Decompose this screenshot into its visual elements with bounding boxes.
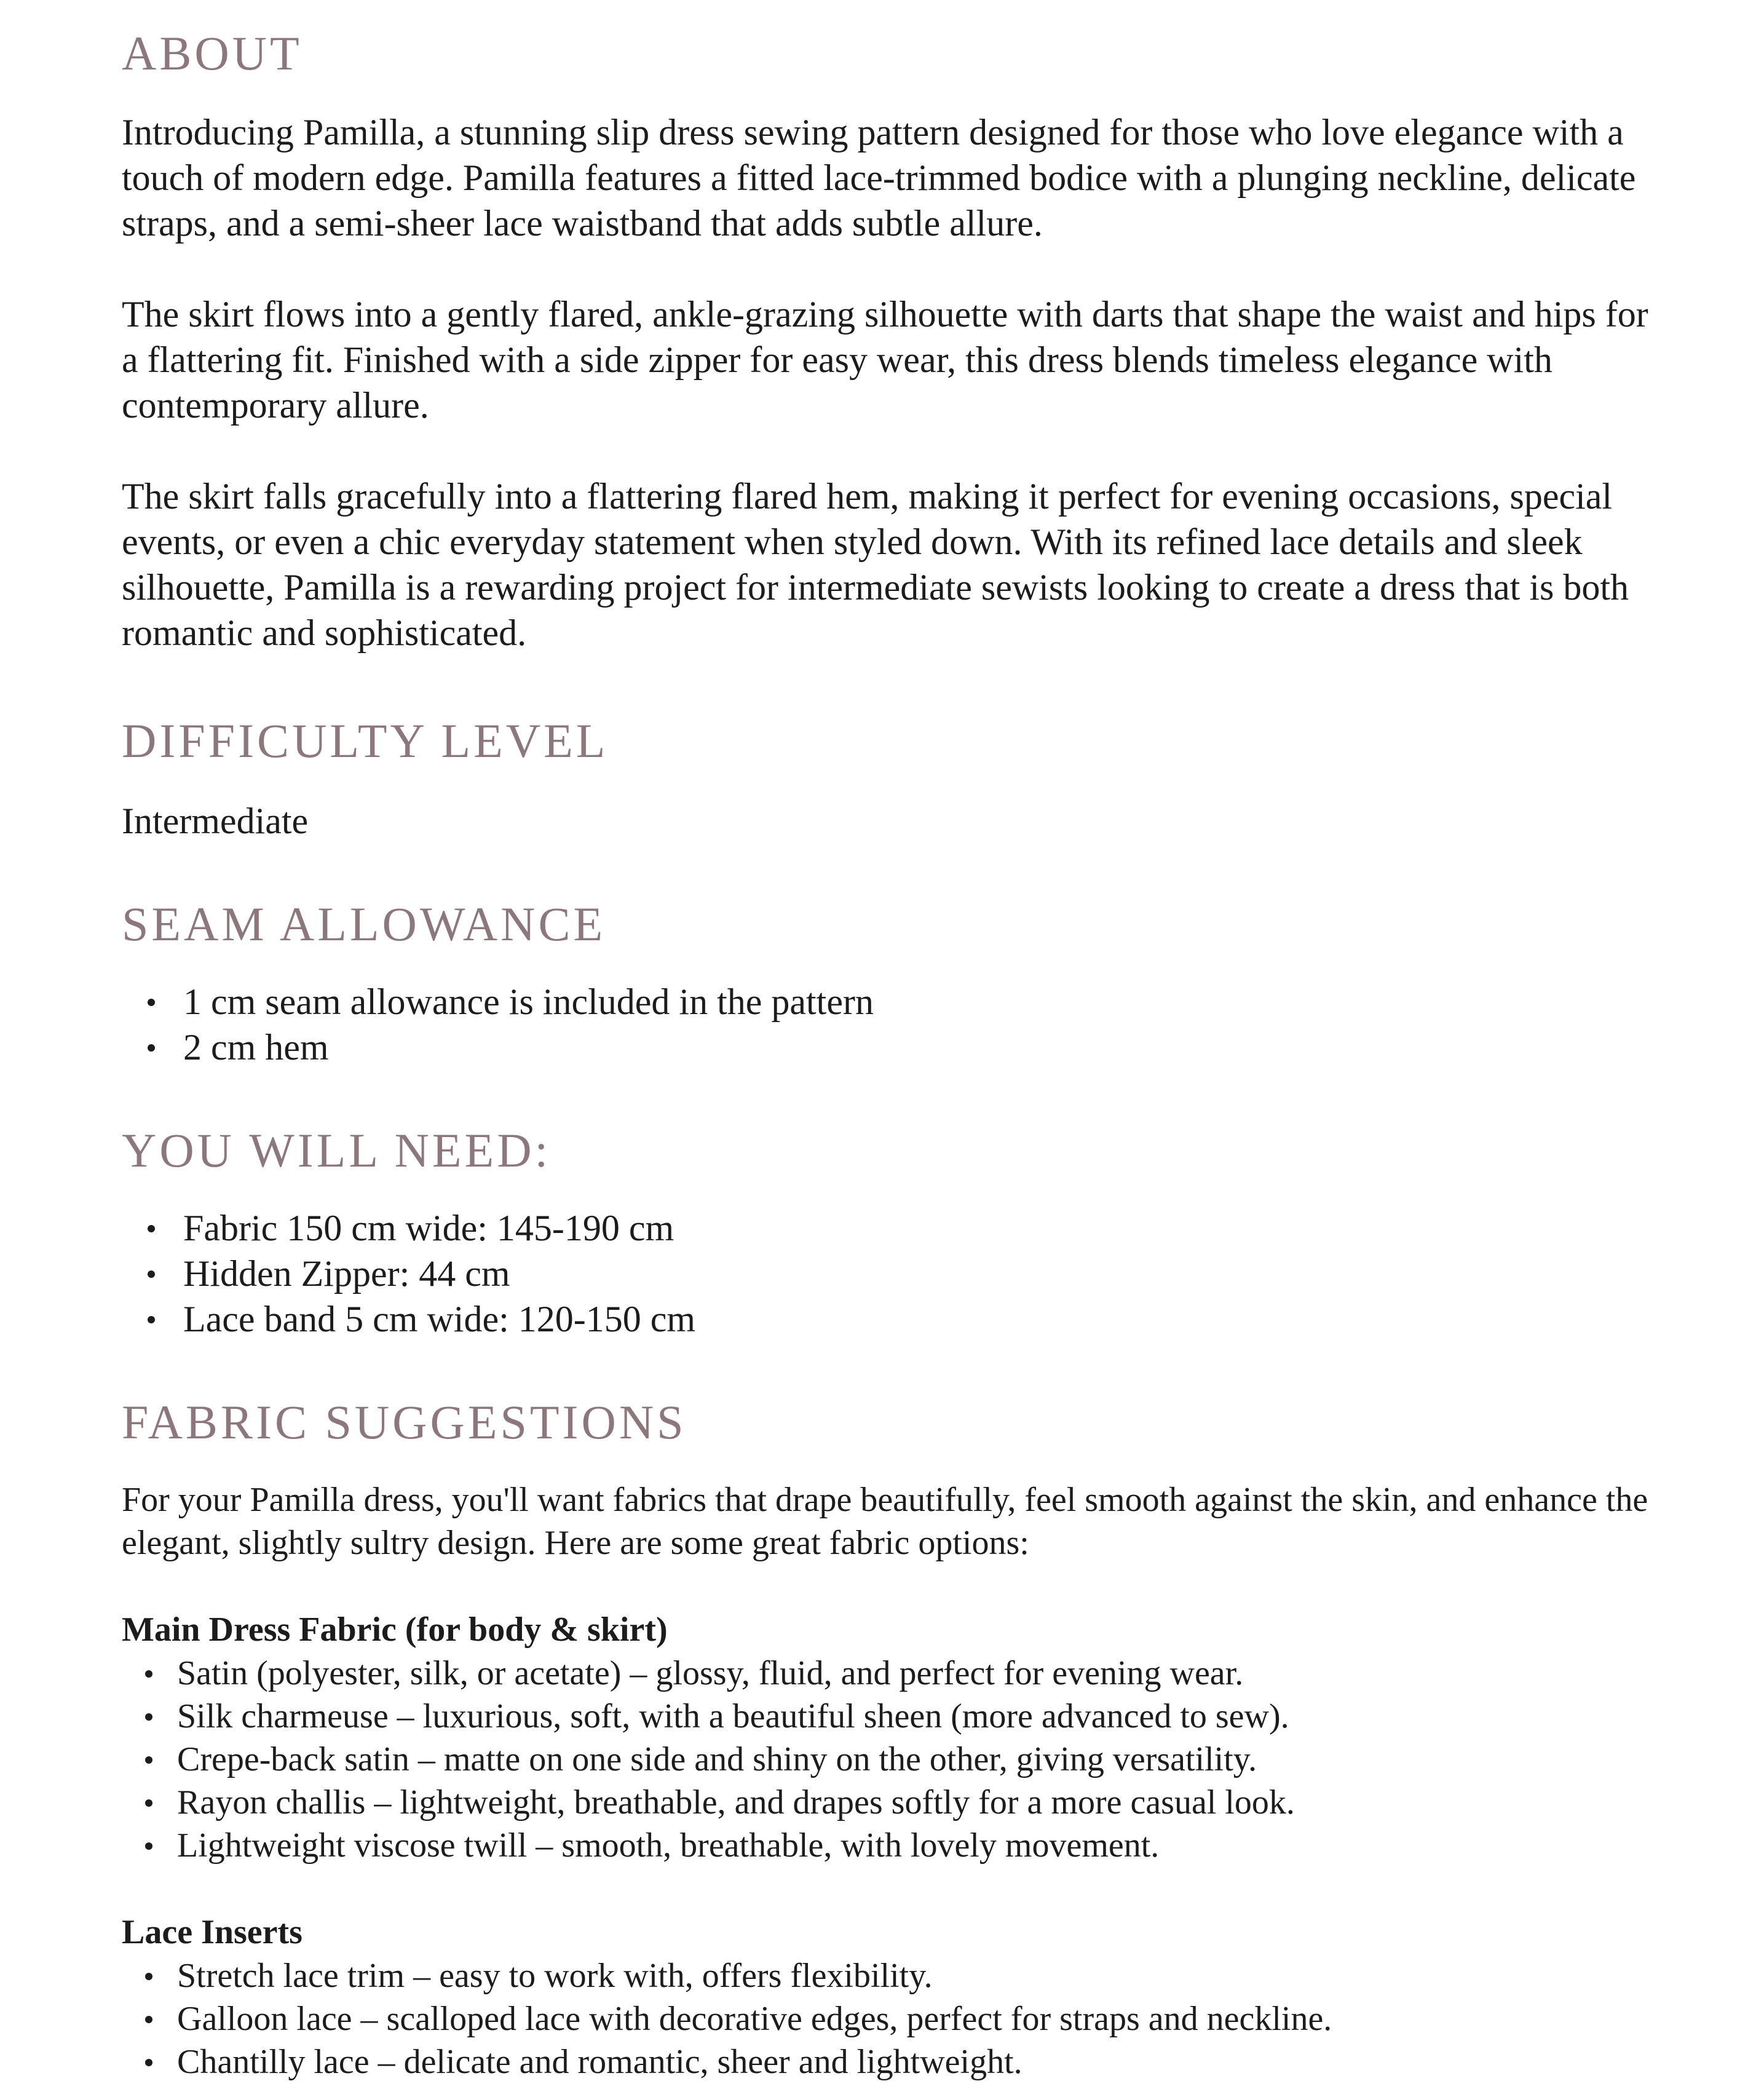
lace-inserts-title: Lace Inserts — [122, 1913, 303, 1951]
document-page — [122, 0, 1659, 2083]
list-item: Hidden Zipper: 44 cm — [122, 1251, 1659, 1296]
main-fabric-title: Main Dress Fabric (for body & skirt) — [122, 1611, 668, 1649]
about-paragraph: The skirt flows into a gently flared, ankle-grazing silhouette with darts that shape the waist and hips for a flattering fit. Finished with a side zipper for easy wear, this dress blends timeless elegance with contemporary allure. — [122, 294, 1648, 426]
lace-inserts-list — [122, 1954, 1659, 2083]
list-item: 2 cm hem — [122, 1025, 1659, 1070]
you-will-need-section — [122, 1124, 1659, 1342]
about-paragraph: Introducing Pamilla, a stunning slip dress sewing pattern designed for those who love elegance with a touch of modern edge. Pamilla features a fitted lace-trimmed bodice with a plunging neckline, delicate straps, and a semi-sheer lace waistband that adds subtle allure. — [122, 112, 1636, 244]
list-item: Stretch lace trim – easy to work with, offers flexibility. — [122, 1954, 1659, 1997]
list-item: Fabric 150 cm wide: 145-190 cm — [122, 1205, 1659, 1251]
list-item: Rayon challis – lightweight, breathable, and drapes softly for a more casual look. — [122, 1781, 1659, 1824]
difficulty-value: Intermediate — [122, 801, 309, 841]
fabric-suggestions-heading: FABRIC SUGGESTIONS — [122, 1395, 687, 1449]
seam-allowance-section — [122, 897, 1659, 1070]
list-item: Chantilly lace – delicate and romantic, sheer and lightweight. — [122, 2040, 1659, 2083]
difficulty-section — [122, 714, 1659, 844]
list-item: Satin (polyester, silk, or acetate) – glossy, fluid, and perfect for evening wear. — [122, 1652, 1659, 1695]
list-item: Lightweight viscose twill – smooth, breathable, with lovely movement. — [122, 1824, 1659, 1867]
you-will-need-list — [122, 1205, 1659, 1342]
about-paragraph: The skirt falls gracefully into a flattering flared hem, making it perfect for evening occasions, special events, or even a chic everyday statement when styled down. With its refined lace details and sleek silhouette, Pamilla is a rewarding project for intermediate sewists looking to create a dress that is both romantic and sophisticated. — [122, 476, 1629, 653]
fabric-suggestions-section — [122, 1395, 1659, 2083]
seam-allowance-list — [122, 979, 1659, 1070]
about-heading: ABOUT — [122, 26, 303, 80]
list-item: Crepe-back satin – matte on one side and shiny on the other, giving versatility. — [122, 1738, 1659, 1781]
fabric-suggestions-intro: For your Pamilla dress, you'll want fabrics that drape beautifully, feel smooth against the skin, and enhance the elegant, slightly sultry design. Here are some great fabric options: — [122, 1481, 1648, 1562]
you-will-need-heading: YOU WILL NEED: — [122, 1124, 552, 1177]
list-item: 1 cm seam allowance is included in the pattern — [122, 979, 1659, 1025]
seam-allowance-heading: SEAM ALLOWANCE — [122, 897, 606, 951]
list-item: Galloon lace – scalloped lace with decorative edges, perfect for straps and neckline. — [122, 1997, 1659, 2040]
difficulty-heading: DIFFICULTY LEVEL — [122, 714, 609, 767]
about-section — [122, 0, 1659, 656]
list-item: Silk charmeuse – luxurious, soft, with a beautiful sheen (more advanced to sew). — [122, 1695, 1659, 1738]
list-item: Lace band 5 cm wide: 120-150 cm — [122, 1296, 1659, 1342]
main-fabric-list — [122, 1652, 1659, 1867]
